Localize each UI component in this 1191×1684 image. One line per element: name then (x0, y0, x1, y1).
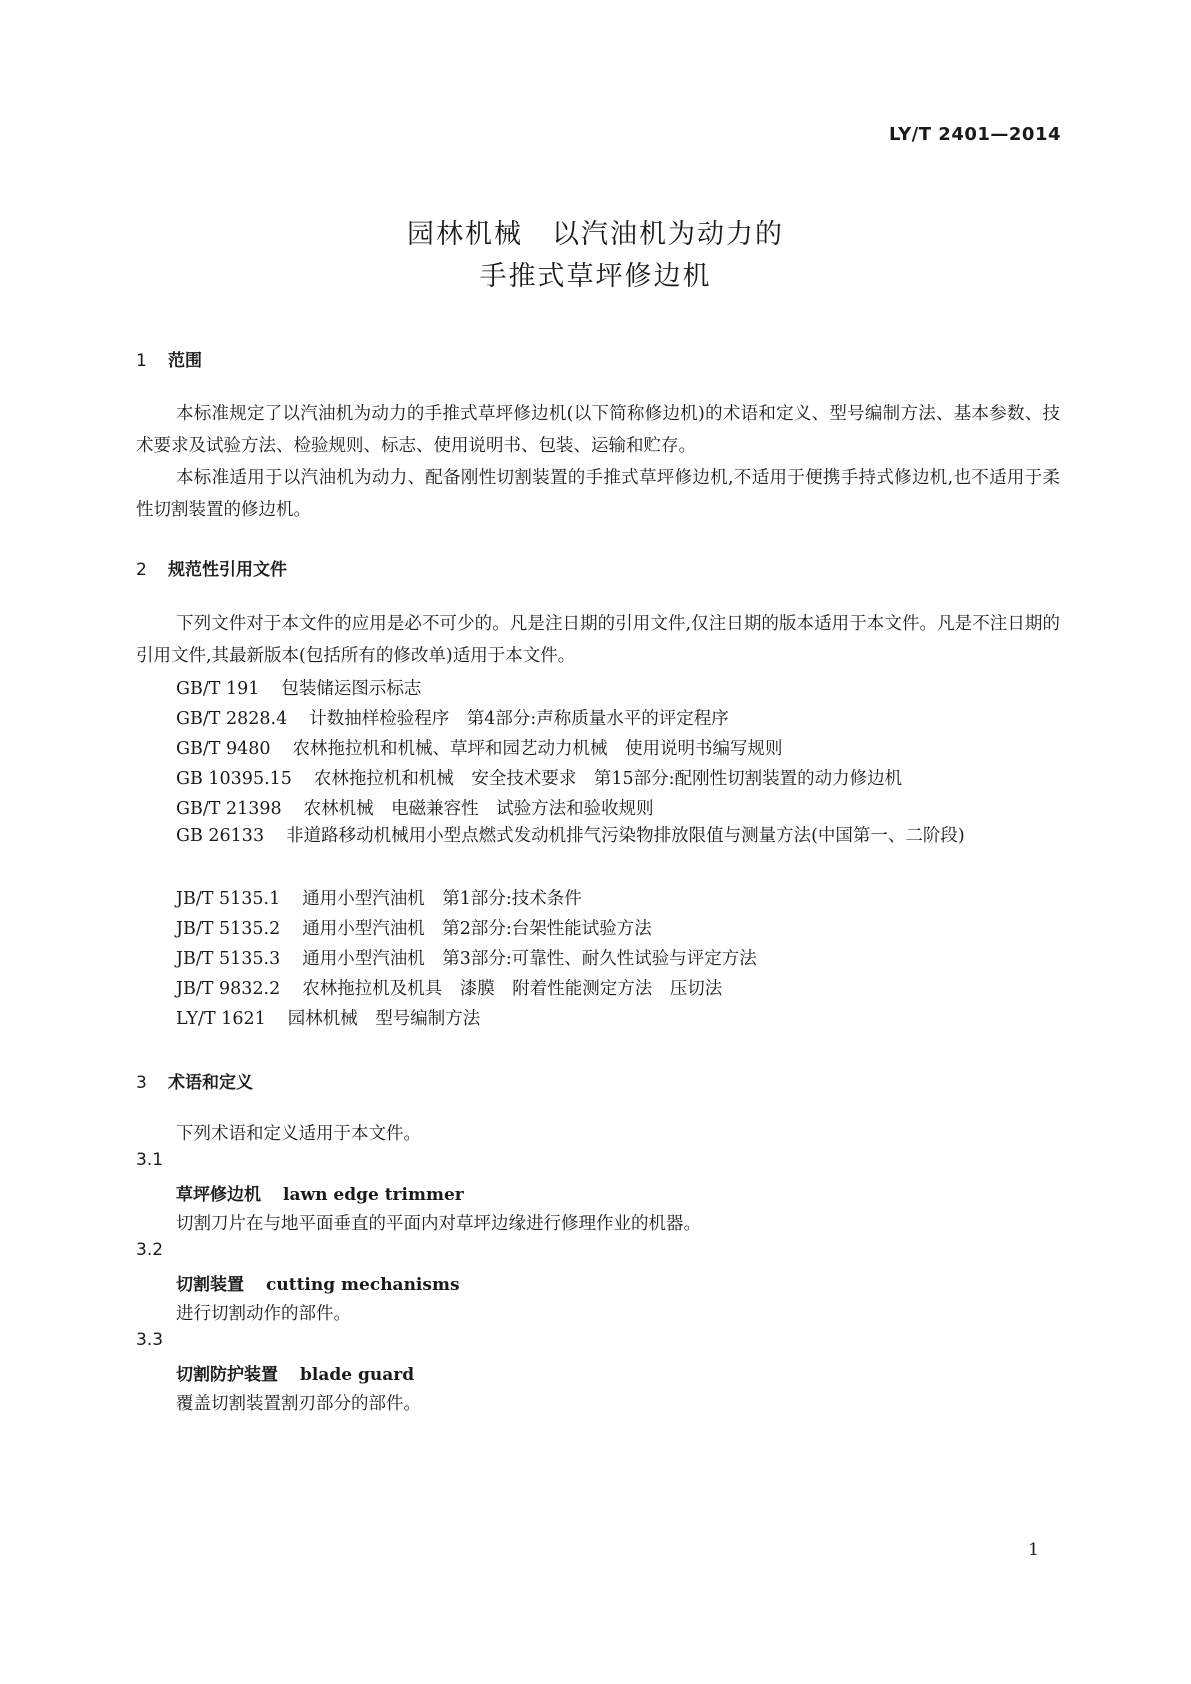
reference-item (176, 945, 757, 970)
term-en: cutting mechanisms (266, 1275, 460, 1295)
reference-item (136, 820, 1060, 852)
reference-code: GB 26133 (176, 826, 265, 846)
section-heading-terms-definitions (136, 1068, 253, 1093)
term-zh: 切割装置 (176, 1275, 244, 1295)
standard-number: LY/T 2401—2014 (888, 124, 1061, 145)
references-intro: 下列文件对于本文件的应用是必不可少的。凡是注日期的引用文件,仅注日期的版本适用于本文件。凡是不注日期的引用文件,其最新版本(包括所有的修改单)适用于本文件。 (136, 614, 1060, 666)
term-en: lawn edge trimmer (283, 1185, 464, 1205)
reference-code: GB 10395.15 (176, 769, 292, 789)
section-heading-scope (136, 346, 202, 371)
term-definition: 进行切割动作的部件。 (176, 1304, 351, 1324)
reference-item (176, 915, 652, 940)
reference-item (176, 675, 421, 700)
reference-item (176, 795, 654, 820)
term-number: 3.1 (136, 1150, 164, 1170)
page-number: 1 (1028, 1540, 1039, 1560)
term-heading (176, 1270, 460, 1295)
reference-code: GB/T 9480 (176, 739, 271, 759)
scope-paragraph-2: 本标准适用于以汽油机为动力、配备刚性切割装置的手推式草坪修边机,不适用于便携手持式修边机,也不适用于柔性切割装置的修边机。 (136, 468, 1060, 520)
reference-code: JB/T 5135.2 (176, 919, 281, 939)
reference-title: 农林拖拉机和机械 安全技术要求 第15部分:配刚性切割装置的动力修边机 (313, 769, 903, 789)
reference-title: 计数抽样检验程序 第4部分:声称质量水平的评定程序 (309, 709, 729, 729)
term-zh: 切割防护装置 (176, 1365, 278, 1385)
reference-code: JB/T 5135.3 (176, 949, 281, 969)
section-number: 2 (136, 560, 147, 580)
section-title: 规范性引用文件 (168, 560, 287, 580)
reference-title: 农林拖拉机和机械、草坪和园艺动力机械 使用说明书编写规则 (292, 739, 783, 759)
document-title-line1: 园林机械 以汽油机为动力的 (407, 219, 784, 250)
reference-title: 园林机械 型号编制方法 (287, 1009, 481, 1029)
reference-code: GB/T 21398 (176, 799, 282, 819)
section-title: 术语和定义 (168, 1073, 253, 1093)
reference-item (176, 705, 729, 730)
section-number: 1 (136, 351, 147, 371)
reference-title: 农林机械 电磁兼容性 试验方法和验收规则 (303, 799, 654, 819)
term-zh: 草坪修边机 (176, 1185, 261, 1205)
reference-item (176, 885, 582, 910)
term-en: blade guard (300, 1365, 415, 1385)
section-title: 范围 (168, 351, 202, 371)
terms-intro: 下列术语和定义适用于本文件。 (176, 1124, 421, 1144)
reference-item (176, 975, 722, 1000)
reference-title: 通用小型汽油机 第1部分:技术条件 (302, 889, 582, 909)
reference-title: 通用小型汽油机 第2部分:台架性能试验方法 (302, 919, 652, 939)
reference-title: 农林拖拉机及机具 漆膜 附着性能测定方法 压切法 (302, 979, 723, 999)
term-definition: 切割刀片在与地平面垂直的平面内对草坪边缘进行修理作业的机器。 (176, 1214, 701, 1234)
section-number: 3 (136, 1073, 147, 1093)
reference-item (176, 1005, 480, 1030)
scope-paragraph-1: 本标准规定了以汽油机为动力的手推式草坪修边机(以下简称修边机)的术语和定义、型号编制方法、基本参数、技术要求及试验方法、检验规则、标志、使用说明书、包装、运输和贮存。 (136, 404, 1060, 456)
document-title-line2: 手推式草坪修边机 (479, 261, 712, 292)
reference-code: GB/T 191 (176, 679, 260, 699)
section-heading-normative-references (136, 555, 287, 580)
reference-code: LY/T 1621 (176, 1009, 266, 1029)
reference-title: 包装储运图示标志 (281, 679, 422, 699)
reference-code: JB/T 9832.2 (176, 979, 281, 999)
term-heading (176, 1180, 464, 1205)
term-heading (176, 1360, 414, 1385)
reference-item (176, 765, 902, 790)
reference-item (176, 735, 783, 760)
term-definition: 覆盖切割装置割刃部分的部件。 (176, 1394, 421, 1414)
reference-code: GB/T 2828.4 (176, 709, 288, 729)
term-number: 3.2 (136, 1240, 164, 1260)
reference-title: 通用小型汽油机 第3部分:可靠性、耐久性试验与评定方法 (302, 949, 757, 969)
reference-title: 非道路移动机械用小型点燃式发动机排气污染物排放限值与测量方法(中国第一、二阶段) (286, 826, 965, 846)
term-number: 3.3 (136, 1330, 164, 1350)
reference-code: JB/T 5135.1 (176, 889, 281, 909)
